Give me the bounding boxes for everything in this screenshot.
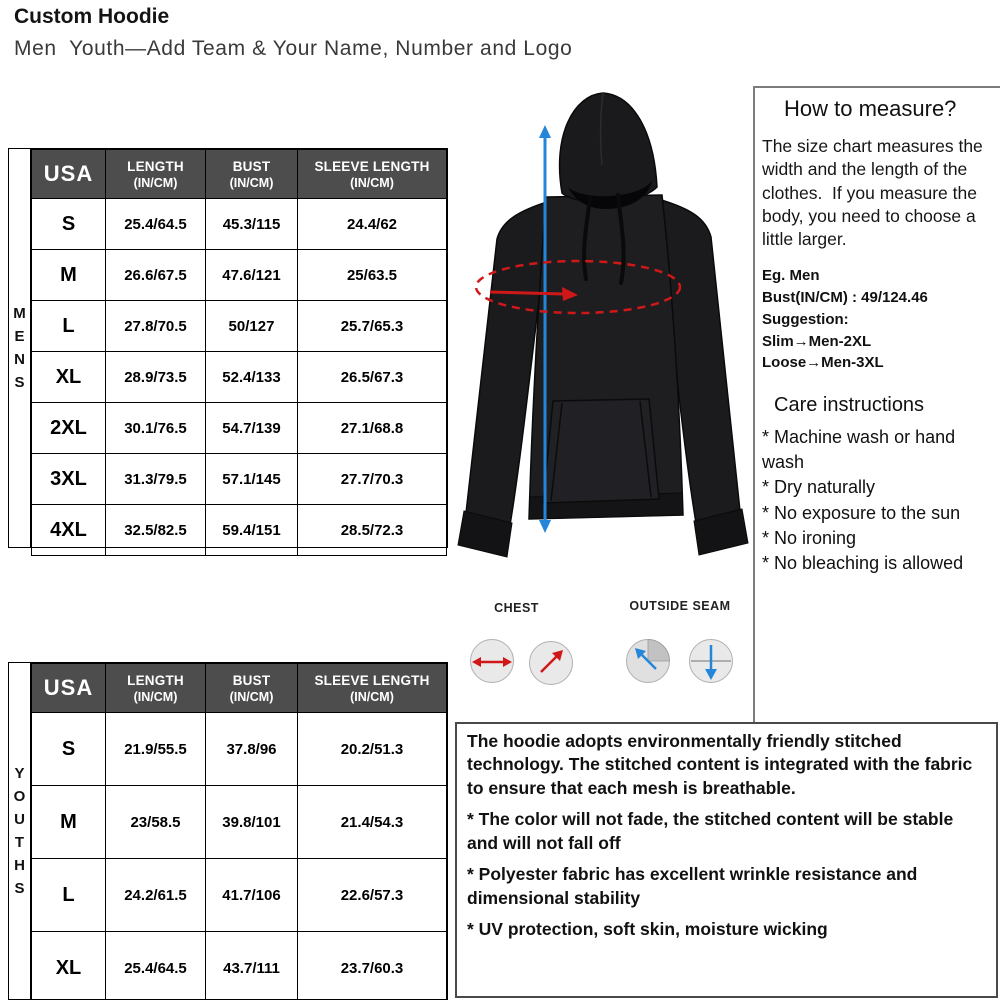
bust-header-unit: (IN/CM) [229,175,274,190]
size-cell: S [32,713,106,786]
youth-size-chart [8,662,448,1000]
feature-paragraph: * UV protection, soft skin, moisture wicking [467,919,828,940]
bust-header-label: BUST [232,158,271,174]
bust-cell: 57.1/145 [206,454,298,505]
bust-cell: 50/127 [206,301,298,352]
example-line: Slim→Men-2XL [762,332,872,350]
sleeve-cell: 20.2/51.3 [298,713,447,786]
size-cell: 4XL [32,505,106,556]
table-row [32,250,447,301]
length-header-label: LENGTH [127,672,184,688]
feature-paragraph: The hoodie adopts environmentally friendly stitched technology. The stitched content is integrated with the fabric to ensure that each mesh is breathable. [467,731,973,798]
feature-paragraph: * The color will not fade, the stitched content will be stable and will not fall off [467,809,954,853]
sleeve-cell: 23.7/60.3 [298,932,447,1000]
table-row [32,301,447,352]
hoodie-image [450,85,750,595]
measure-description: The size chart measures the width and the length of the clothes. If you measure the body, you need to choose a little larger. [762,136,988,250]
care-item: * Dry naturally [762,477,876,498]
bust-cell: 41.7/106 [206,859,298,932]
hoodie-figure [450,85,750,595]
care-instructions-heading: Care instructions [774,394,925,417]
length-cell: 25.4/64.5 [106,932,206,1000]
size-example [762,265,996,374]
length-header-label: LENGTH [127,158,184,174]
length-cell: 26.6/67.5 [106,250,206,301]
sleeve-cell: 25/63.5 [298,250,447,301]
length-cell: 25.4/64.5 [106,199,206,250]
length-header-unit: (IN/CM) [133,689,178,704]
seam-fold-icon [625,638,671,684]
length-cell: 27.8/70.5 [106,301,206,352]
table-row [32,713,447,786]
bust-cell: 43.7/111 [206,932,298,1000]
table-row [32,454,447,505]
bust-header-label: BUST [232,672,271,688]
youth-side-label: Y O U T H S [9,663,31,999]
bust-header-cell [206,664,298,713]
sleeve-cell: 24.4/62 [298,199,447,250]
youth-table [31,663,447,1000]
bust-header-unit: (IN/CM) [229,689,274,704]
mens-side-label: M E N S [9,149,31,547]
sleeve-cell: 27.7/70.3 [298,454,447,505]
table-row [32,859,447,932]
table-row [32,199,447,250]
fabric-features-box [455,722,998,998]
length-cell: 21.9/55.5 [106,713,206,786]
mens-size-chart [8,148,448,548]
bust-cell: 37.8/96 [206,713,298,786]
length-cell: 31.3/79.5 [106,454,206,505]
size-cell: M [32,250,106,301]
bust-header-cell [206,150,298,199]
example-line: Loose→Men-3XL [762,354,884,372]
example-line: Bust(IN/CM) : 49/124.46 [762,289,928,307]
bust-cell: 45.3/115 [206,199,298,250]
bust-cell: 59.4/151 [206,505,298,556]
care-item: * Machine wash or hand wash [762,427,956,473]
chest-diagonal-icon [528,640,574,686]
length-header-cell [106,664,206,713]
bust-cell: 39.8/101 [206,786,298,859]
usa-header-cell: USA [32,664,106,713]
length-cell: 24.2/61.5 [106,859,206,932]
sleeve-header-cell [298,150,447,199]
length-cell: 28.9/73.5 [106,352,206,403]
panel-divider-vertical [753,86,755,722]
panel-divider-horizontal [753,86,1000,88]
sleeve-header-cell [298,664,447,713]
size-cell: 2XL [32,403,106,454]
sleeve-cell: 21.4/54.3 [298,786,447,859]
size-cell: L [32,859,106,932]
sleeve-header-label: SLEEVE LENGTH [314,158,430,174]
bust-cell: 47.6/121 [206,250,298,301]
page-title: Custom Hoodie [14,5,170,28]
table-row [32,352,447,403]
bust-cell: 54.7/139 [206,403,298,454]
sleeve-cell: 28.5/72.3 [298,505,447,556]
how-to-measure-panel [762,96,996,576]
feature-paragraph: * Polyester fabric has excellent wrinkle resistance and dimensional stability [467,864,918,908]
size-cell: XL [32,932,106,1000]
chest-width-icon [469,638,515,684]
table-row [32,932,447,1000]
sleeve-header-unit: (IN/CM) [350,689,394,704]
table-row [32,786,447,859]
length-cell: 30.1/76.5 [106,403,206,454]
sleeve-cell: 26.5/67.3 [298,352,447,403]
table-row [32,403,447,454]
length-header-unit: (IN/CM) [133,175,178,190]
chest-label: CHEST [494,601,539,615]
care-item: * No bleaching is allowed [762,553,964,574]
size-cell: S [32,199,106,250]
sleeve-cell: 22.6/57.3 [298,859,447,932]
youth-header-row [32,664,447,713]
seam-vertical-icon [688,638,734,684]
table-row [32,505,447,556]
bust-cell: 52.4/133 [206,352,298,403]
size-cell: L [32,301,106,352]
length-cell: 23/58.5 [106,786,206,859]
sleeve-cell: 27.1/68.8 [298,403,447,454]
size-cell: XL [32,352,106,403]
mens-header-row [32,150,447,199]
size-cell: M [32,786,106,859]
sleeve-header-label: SLEEVE LENGTH [314,672,430,688]
how-to-measure-heading: How to measure? [784,96,957,121]
outside-seam-label: OUTSIDE SEAM [629,599,731,613]
mens-table [31,149,447,556]
hoodie-hood [560,93,657,202]
page-subtitle: Men Youth—Add Team & Your Name, Number and Logo [14,37,573,60]
length-header-cell [106,150,206,199]
example-line: Suggestion: [762,310,849,328]
sleeve-cell: 25.7/65.3 [298,301,447,352]
example-line: Eg. Men [762,267,820,285]
sleeve-header-unit: (IN/CM) [350,175,394,190]
care-item: * No exposure to the sun [762,502,961,523]
usa-header-cell: USA [32,150,106,199]
length-cell: 32.5/82.5 [106,505,206,556]
size-cell: 3XL [32,454,106,505]
care-item: * No ironing [762,527,857,548]
